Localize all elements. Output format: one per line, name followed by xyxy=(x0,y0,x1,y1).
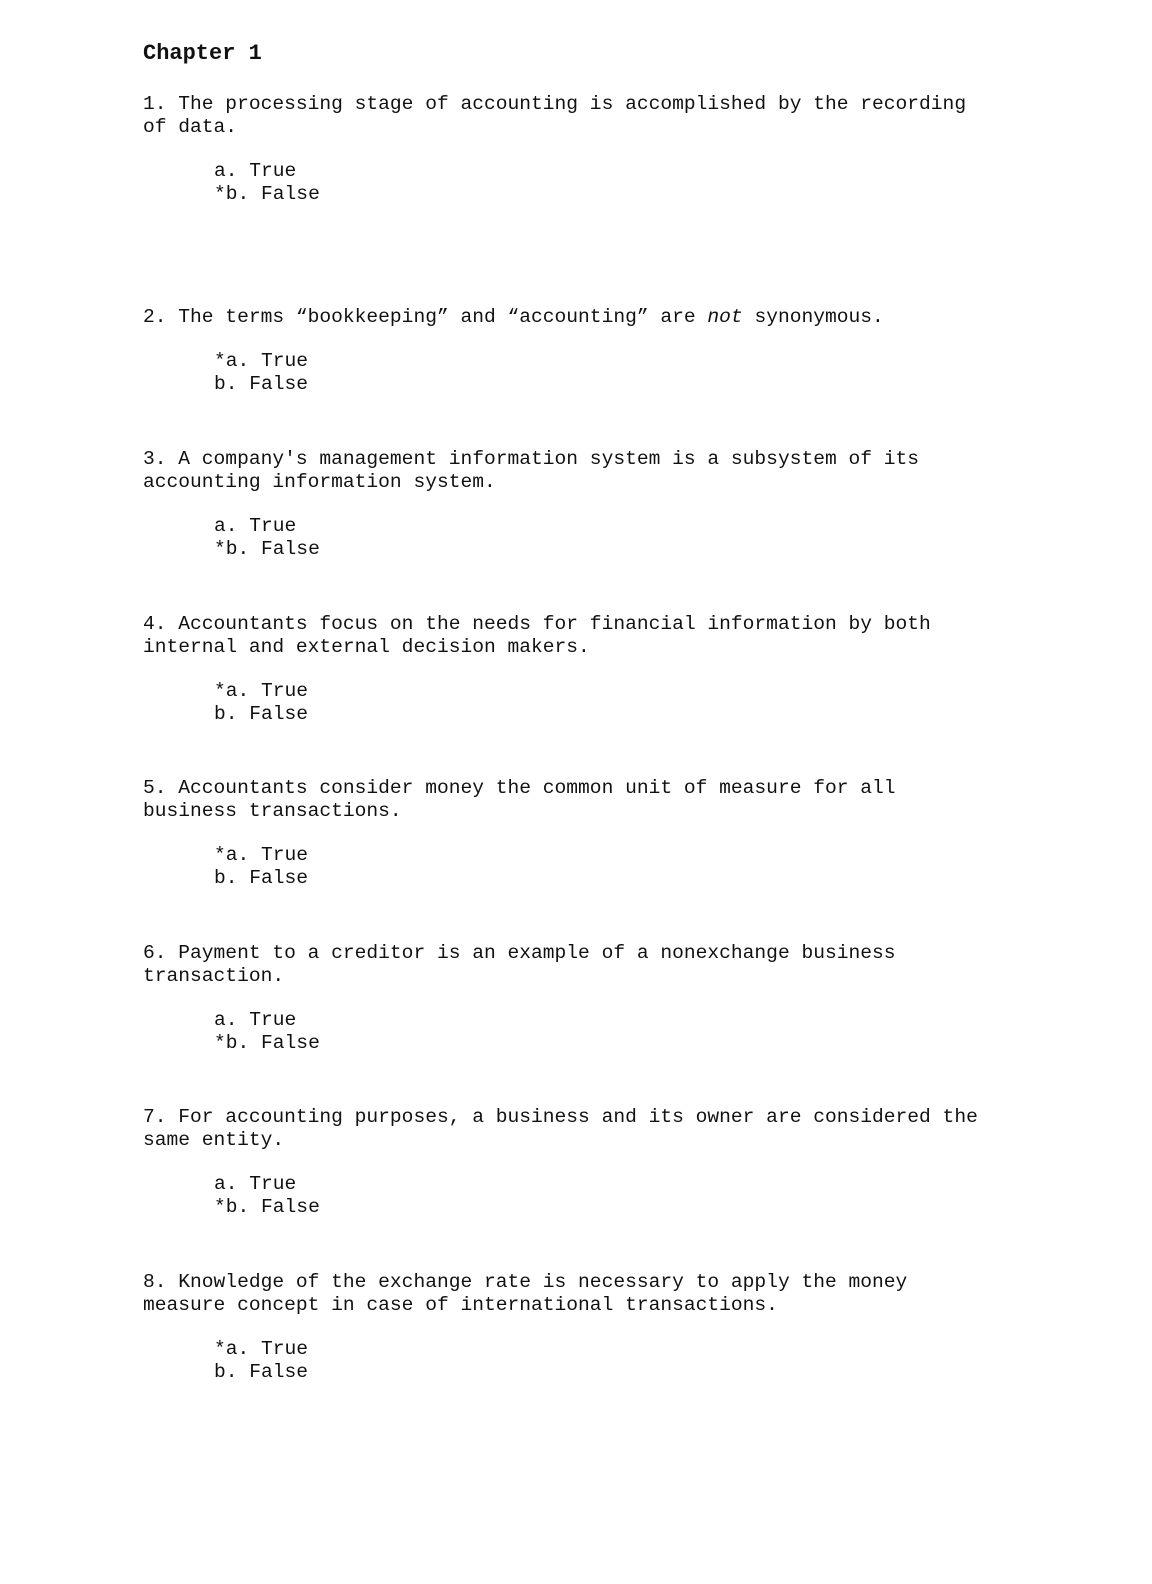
question-5 xyxy=(143,777,1043,889)
question-1 xyxy=(143,93,1043,205)
answer-option: *b. False xyxy=(214,537,320,560)
question-text xyxy=(143,613,1043,659)
question-text-pre: 2. The terms “bookkeeping” and “accounting” are xyxy=(143,306,708,328)
question-line: 3. A company's management information system is a subsystem of its xyxy=(143,448,920,470)
question-line: internal and external decision makers. xyxy=(143,636,590,658)
question-text-post: synonymous. xyxy=(742,306,884,328)
question-line: same entity. xyxy=(143,1129,285,1151)
answer-option: b. False xyxy=(214,1360,309,1383)
question-line: 8. Knowledge of the exchange rate is necessary to apply the money xyxy=(143,1271,908,1293)
question-text xyxy=(143,1106,1043,1152)
answer-option: a. True xyxy=(214,515,297,537)
answer-options xyxy=(214,350,1043,395)
question-line: 5. Accountants consider money the common unit of measure for all xyxy=(143,777,896,799)
question-4 xyxy=(143,613,1043,725)
question-line: 4. Accountants focus on the needs for financial information by both xyxy=(143,613,931,635)
question-text xyxy=(143,942,1043,988)
answer-options xyxy=(214,1009,1043,1054)
answer-option: *a. True xyxy=(214,680,309,702)
question-emphasis: not xyxy=(707,306,743,328)
answer-option: b. False xyxy=(214,866,309,889)
answer-option: *b. False xyxy=(214,1195,320,1218)
answer-option: *b. False xyxy=(214,182,320,205)
question-text xyxy=(143,448,1043,494)
question-8 xyxy=(143,1271,1043,1383)
answer-option: b. False xyxy=(214,372,309,395)
question-line: business transactions. xyxy=(143,800,402,822)
answer-option: *b. False xyxy=(214,1031,320,1054)
question-text xyxy=(143,777,1043,823)
question-text xyxy=(143,93,1043,139)
question-line: 6. Payment to a creditor is an example of a nonexchange business xyxy=(143,942,896,964)
question-text xyxy=(143,1271,1043,1317)
answer-options xyxy=(214,680,1043,725)
answer-option: b. False xyxy=(214,702,309,725)
question-line: 7. For accounting purposes, a business and its owner are considered the xyxy=(143,1106,978,1128)
question-2 xyxy=(143,306,1043,395)
chapter-title: Chapter 1 xyxy=(143,41,262,66)
answer-options xyxy=(214,1173,1043,1218)
answer-options xyxy=(214,515,1043,560)
question-text xyxy=(143,306,1043,329)
question-line: 1. The processing stage of accounting is accomplished by the recording xyxy=(143,93,967,115)
question-6 xyxy=(143,942,1043,1054)
question-7 xyxy=(143,1106,1043,1218)
answer-option: a. True xyxy=(214,1173,297,1195)
answer-option: *a. True xyxy=(214,1338,309,1360)
answer-options xyxy=(214,844,1043,889)
answer-option: *a. True xyxy=(214,844,309,866)
question-line: transaction. xyxy=(143,965,285,987)
answer-option: a. True xyxy=(214,1009,297,1031)
answer-options xyxy=(214,160,1043,205)
question-line: accounting information system. xyxy=(143,471,496,493)
answer-option: a. True xyxy=(214,160,297,182)
question-line: measure concept in case of international transactions. xyxy=(143,1294,778,1316)
question-3 xyxy=(143,448,1043,560)
answer-option: *a. True xyxy=(214,350,309,372)
answer-options xyxy=(214,1338,1043,1383)
question-line: of data. xyxy=(143,116,238,138)
